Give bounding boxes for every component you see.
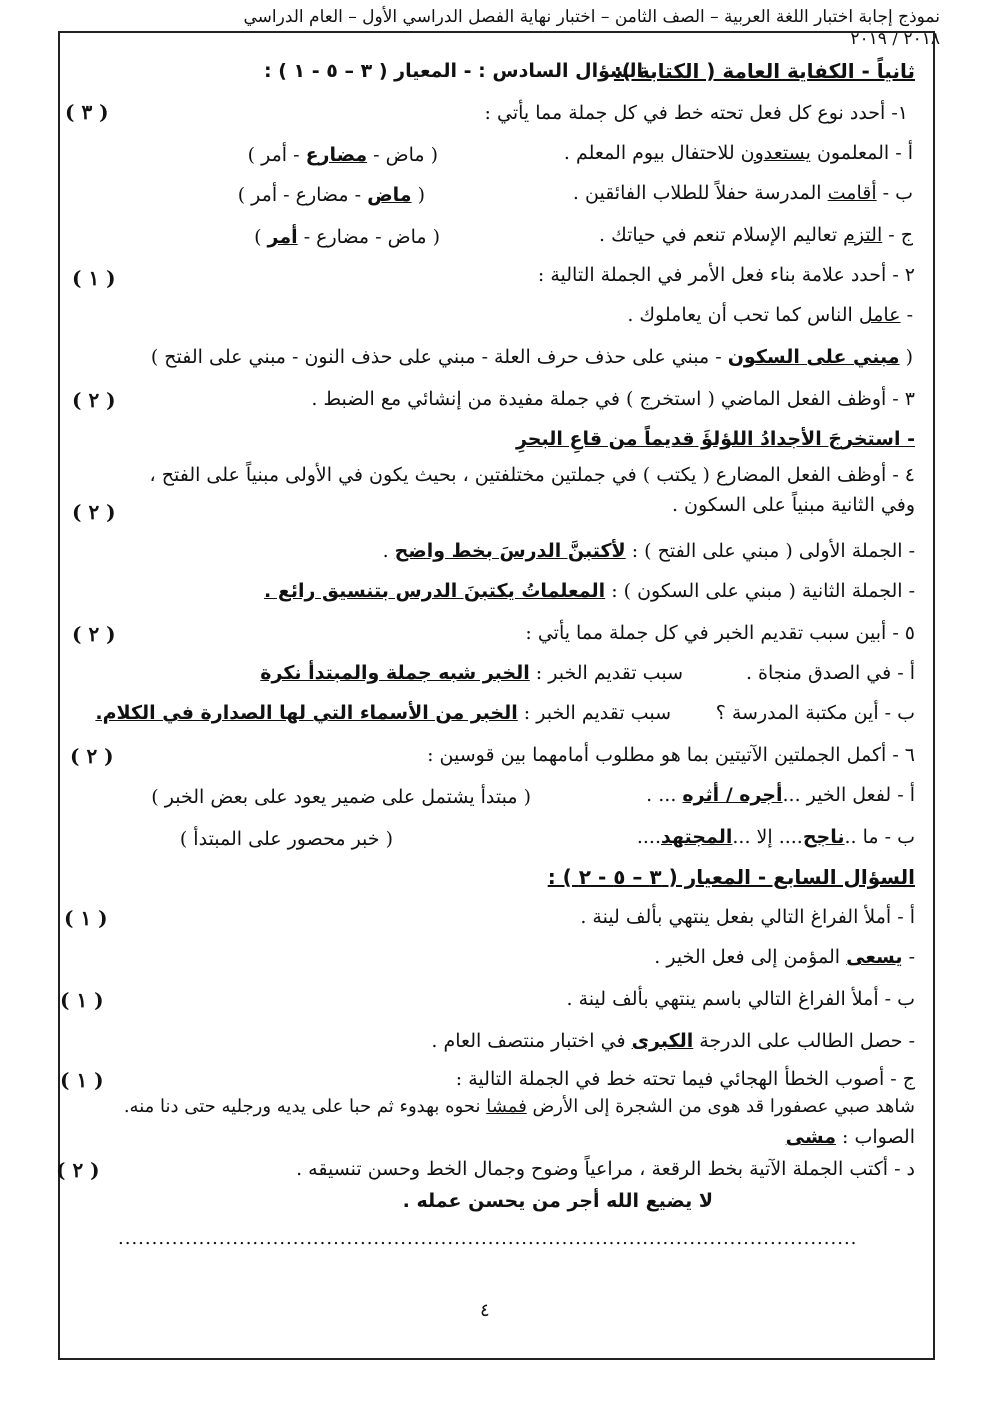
q1-a-selected-answer: مضارع (305, 144, 368, 166)
q2-verb: عامل (858, 304, 901, 326)
q7-b-answer: الكبرى (631, 1030, 694, 1052)
q7-d-prompt: د - أكتب الجملة الآتية بخط الرقعة ، مراعياً وضوح وجمال الخط وحسن تنسيقه . (296, 1158, 915, 1180)
q4-answer-1: لأكتبنَّ الدرسَ بخط واضح (394, 540, 626, 562)
q1-b-sentence: ب - أقامت المدرسة حفلاً للطلاب الفائقين . (572, 182, 913, 204)
q2-sentence: - عامل الناس كما تحب أن يعاملوك . (627, 304, 913, 326)
q1-c-sentence: ج - التزم تعاليم الإسلام تنعم في حياتك . (599, 224, 913, 246)
q6-b-answer-1: ناجح (802, 826, 845, 848)
q6-b-sentence: ب - ما ..ناجح.... إلا ...المجتهد.... (636, 826, 915, 848)
q5-b-answer: الخبر من الأسماء التي لها الصدارة في الكلام. (95, 702, 518, 724)
q5-b-text: ب - أين مكتبة المدرسة ؟ (715, 702, 915, 724)
q6-title: السؤال السادس : - المعيار ( ٣ – ٥ - ١ ) : (264, 60, 643, 82)
q4-prompt-2: وفي الثانية مبنياً على السكون . (671, 494, 915, 516)
q7-c-sentence: شاهد صبي عصفورا قد هوى من الشجرة إلى الأرض فمشا نحوه بهدوء ثم حبا على يديه ورجليه حتى دنا منه. (123, 1096, 915, 1117)
page-number: ٤ (480, 1300, 490, 1321)
q4-sentence-1: - الجملة الأولى ( مبني على الفتح ) : لأكتبنَّ الدرسَ بخط واضح . (382, 540, 915, 562)
q6-a-sentence: أ - لفعل الخير ...أجره / أثره ... . (646, 784, 915, 806)
q6-b-requirement: ( خبر محصور على المبتدأ ) (179, 828, 393, 850)
q7-c-score: ( ١ ) (60, 1068, 104, 1092)
q1-a-verb: يستعدون (740, 142, 811, 164)
q7-d-score: ( ٢ ) (56, 1158, 100, 1182)
q7-a-sentence: - يسعى المؤمن إلى فعل الخير . (654, 946, 915, 968)
q6-score: ( ٢ ) (70, 744, 114, 768)
q7-title: السؤال السابع - المعيار ( ٣ – ٥ - ٢ ) : (547, 865, 915, 889)
q2-options: ( مبني على السكون - مبني على حذف حرف العلة - مبني على حذف النون - مبني على الفتح ) (150, 346, 913, 368)
q2-prompt: ٢ - أحدد علامة بناء فعل الأمر في الجملة التالية : (537, 264, 915, 286)
q7-a-score: ( ١ ) (64, 906, 108, 930)
q6-a-answer: أجره / أثره (682, 784, 783, 806)
q5-a-answer: الخبر شبه جملة والمبتدأ نكرة (260, 662, 530, 684)
q6-b-answer-2: المجتهد (661, 826, 733, 848)
q4-answer-2: المعلماتُ يكتبنَ الدرس بتنسيق رائع . (264, 580, 606, 602)
page-header: نموذج إجابة اختبار اللغة العربية – الصف الثامن – اختبار نهاية الفصل الدراسي الأول – العام الدراسي ٢٠١٨ / ٢٠١٩ (243, 7, 940, 49)
q2-answer: مبني على السكون (727, 346, 900, 368)
q7-b-score: ( ١ ) (60, 988, 104, 1012)
q1-score: ( ٣ ) (65, 100, 109, 124)
q6-a-requirement: ( مبتدأ يشتمل على ضمير يعود على بعض الخبر ) (151, 786, 531, 808)
q7-a-prompt: أ - أملأ الفراغ التالي بفعل ينتهي بألف لينة . (580, 906, 915, 928)
q5-prompt: ٥ - أبين سبب تقديم الخبر في كل جملة مما يأتي : (525, 622, 915, 644)
q1-c-options: ( ماض - مضارع - أمر ) (254, 226, 440, 248)
q7-d-sentence: لا يضيع الله أجر من يحسن عمله . (402, 1190, 713, 1212)
q5-a-reason: سبب تقديم الخبر : الخبر شبه جملة والمبتدأ نكرة (260, 662, 683, 684)
q5-score: ( ٢ ) (72, 622, 116, 646)
q7-c-prompt: ج - أصوب الخطأ الهجائي فيما تحته خط في الجملة التالية : (455, 1068, 915, 1090)
q7-c-word: فمشا (486, 1096, 527, 1117)
q6-prompt: ٦ - أكمل الجملتين الآتيتين بما هو مطلوب أمامهما بين قوسين : (427, 744, 915, 766)
q1-prompt: ١- أحدد نوع كل فعل تحته خط في كل جملة مما يأتي : (484, 102, 908, 124)
q2-score: ( ١ ) (72, 266, 116, 290)
q3-score: ( ٢ ) (72, 388, 116, 412)
q1-a-options: ( ماض - مضارع - أمر ) (247, 144, 438, 166)
q1-b-verb: أقامت (827, 182, 877, 204)
q3-prompt: ٣ - أوظف الفعل الماضي ( استخرج ) في جملة مفيدة من إنشائي مع الضبط . (311, 388, 915, 410)
q3-answer: - استخرجَ الأجدادُ اللؤلؤَ قديماً من قاعِ البحرِ (515, 428, 915, 450)
q4-prompt-1: ٤ - أوظف الفعل المضارع ( يكتب ) في جملتين مختلفتين ، بحيث يكون في الأولى مبنياً على الفتح ، (149, 464, 915, 486)
q1-b-selected-answer: ماض (367, 184, 412, 206)
answer-line-dots: .............................................................................................................. (118, 1228, 858, 1249)
q1-b-options: ( ماض - مضارع - أمر ) (237, 184, 425, 206)
q7-b-sentence: - حصل الطالب على الدرجة الكبرى في اختبار منتصف العام . (431, 1030, 915, 1052)
q5-a-text: أ - في الصدق منجاة . (745, 662, 915, 684)
q4-score: ( ٢ ) (72, 500, 116, 524)
q1-c-verb: التزم (843, 224, 883, 246)
q4-sentence-2: - الجملة الثانية ( مبني على السكون ) : المعلماتُ يكتبنَ الدرس بتنسيق رائع . (264, 580, 915, 602)
q1-a-sentence: أ - المعلمون يستعدون للاحتفال بيوم المعلم . (563, 142, 913, 164)
section-title: ثانياً - الكفاية العامة ( الكتابة ): (613, 59, 915, 83)
q7-c-answer: مشى (785, 1126, 836, 1148)
q7-a-answer: يسعى (846, 946, 903, 968)
q1-c-selected-answer: أمر (267, 226, 298, 248)
q7-c-correction: الصواب : مشى (785, 1126, 915, 1148)
q7-b-prompt: ب - أملأ الفراغ التالي باسم ينتهي بألف لينة . (566, 988, 915, 1010)
q5-b-reason: سبب تقديم الخبر : الخبر من الأسماء التي لها الصدارة في الكلام. (95, 702, 671, 724)
